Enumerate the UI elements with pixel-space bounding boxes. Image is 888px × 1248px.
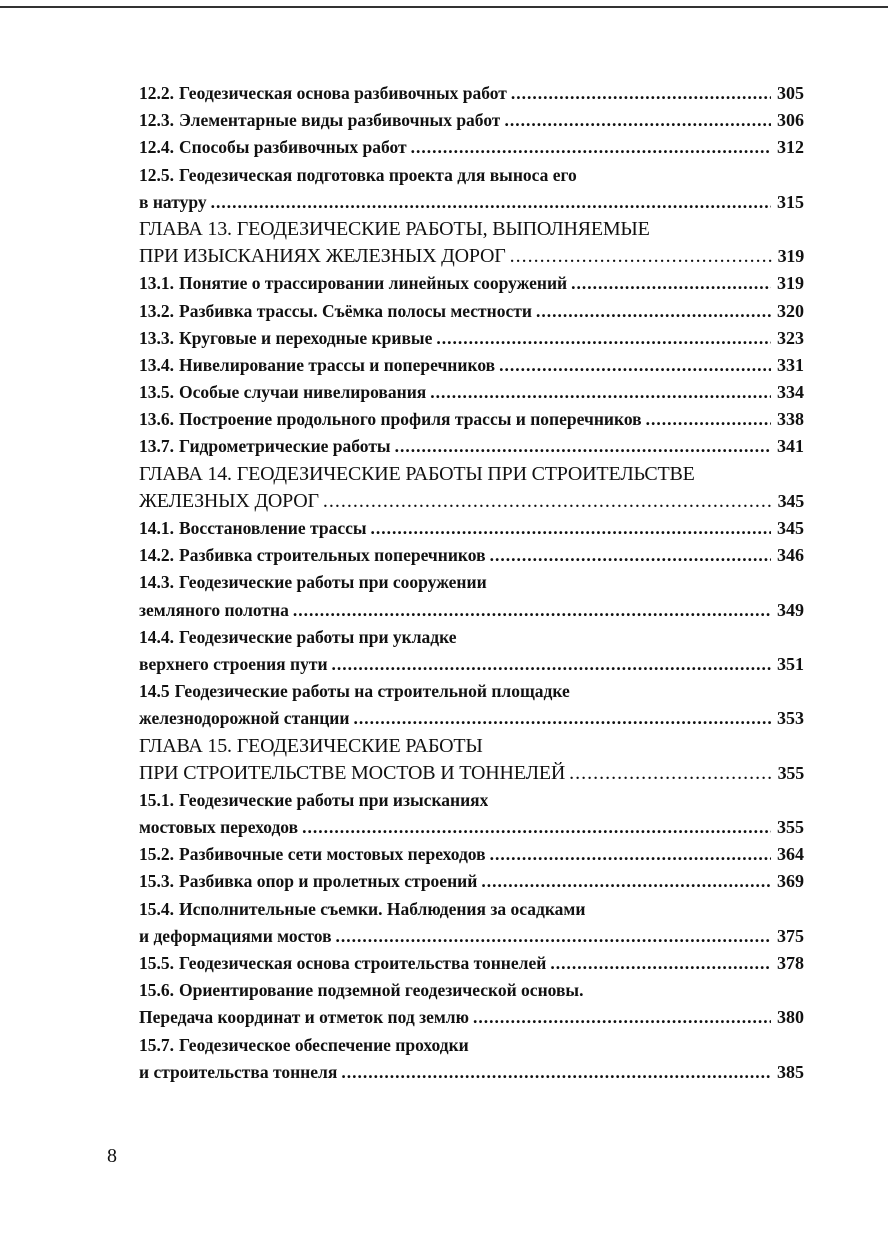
toc-page-number: 385	[777, 1061, 804, 1082]
toc-line	[139, 841, 804, 868]
toc-entry-title: ПРИ ИЗЫСКАНИЯХ ЖЕЛЕЗНЫХ ДОРОГ	[139, 245, 506, 268]
toc-section-entry[interactable]	[139, 80, 804, 107]
dot-leader	[411, 134, 771, 161]
toc-section-entry[interactable]	[139, 298, 804, 325]
toc-page-number: 341	[777, 436, 804, 457]
toc-entry-number: 15.4.	[139, 898, 174, 919]
toc-entry-number: 15.5.	[139, 953, 174, 973]
toc-page-number: 355	[777, 762, 804, 783]
toc-line	[139, 1059, 804, 1086]
toc-line	[139, 134, 804, 161]
toc-section-entry[interactable]	[139, 841, 804, 868]
toc-page-number: 369	[777, 871, 804, 892]
toc-page-number: 319	[777, 273, 804, 294]
toc-page-number: 355	[777, 817, 804, 838]
toc-entry-number: ГЛАВА 13.	[139, 217, 232, 240]
dot-leader	[569, 760, 771, 787]
dot-leader	[430, 379, 771, 406]
toc-entry-title: верхнего строения пути	[139, 653, 328, 674]
toc-entry-title: Исполнительные съемки. Наблюдения за осадками	[179, 898, 586, 919]
toc-line	[139, 189, 804, 216]
dot-leader	[511, 80, 771, 107]
toc-section-entry[interactable]	[139, 787, 804, 841]
dot-leader	[481, 868, 771, 895]
toc-entry-title: Передача координат и отметок под землю	[139, 1007, 469, 1028]
top-rule	[0, 0, 888, 8]
toc-line	[139, 624, 804, 651]
toc-chapter-entry[interactable]	[139, 733, 804, 787]
toc-section-entry[interactable]	[139, 134, 804, 161]
toc-entry-number: 12.3.	[139, 110, 174, 131]
toc-entry-title: Разбивка строительных поперечников	[179, 545, 486, 566]
toc-line	[139, 298, 804, 325]
toc-line	[139, 1032, 804, 1059]
toc-line	[139, 814, 804, 841]
toc-entry-number: 13.5.	[139, 382, 174, 403]
toc-entry-number: ГЛАВА 14.	[139, 462, 232, 485]
toc-section-entry[interactable]	[139, 569, 804, 623]
toc-page-number: 345	[777, 518, 804, 538]
toc-section-entry[interactable]	[139, 896, 804, 950]
toc-entry-number: 15.6.	[139, 980, 174, 1001]
toc-entry-title: земляного полотна	[139, 599, 289, 620]
toc-page-number: 323	[777, 327, 804, 348]
toc-line	[139, 216, 804, 243]
toc-line	[139, 597, 804, 624]
toc-section-entry[interactable]	[139, 379, 804, 406]
toc-section-entry[interactable]	[139, 270, 804, 297]
table-of-contents	[139, 80, 804, 1086]
dot-leader	[510, 243, 772, 270]
toc-page-number: 338	[777, 409, 804, 430]
toc-page-number: 364	[777, 844, 804, 865]
toc-line	[139, 733, 804, 760]
dot-leader	[336, 923, 771, 950]
toc-line	[139, 352, 804, 379]
toc-entry-number: 14.1.	[139, 518, 174, 538]
toc-entry-number: ГЛАВА 15.	[139, 734, 232, 757]
page-number: 8	[107, 1145, 117, 1167]
dot-leader	[473, 1004, 771, 1031]
toc-line	[139, 923, 804, 950]
toc-section-entry[interactable]	[139, 325, 804, 352]
toc-entry-title: железнодорожной станции	[139, 708, 350, 729]
toc-line	[139, 760, 804, 787]
toc-entry-title: Круговые и переходные кривые	[179, 327, 433, 348]
toc-entry-title: Способы разбивочных работ	[179, 137, 407, 158]
toc-line	[139, 461, 804, 488]
dot-leader	[371, 515, 771, 542]
toc-page-number: 319	[777, 246, 804, 267]
toc-page-number: 378	[777, 953, 804, 973]
toc-page-number: 346	[777, 545, 804, 566]
dot-leader	[302, 814, 771, 841]
toc-section-entry[interactable]	[139, 107, 804, 134]
toc-entry-title: в натуру	[139, 191, 207, 212]
dot-leader	[293, 597, 771, 624]
toc-entry-number: 14.4.	[139, 626, 174, 647]
toc-line	[139, 868, 804, 895]
toc-line	[139, 569, 804, 596]
toc-section-entry[interactable]	[139, 352, 804, 379]
dot-leader	[490, 542, 771, 569]
toc-line	[139, 243, 804, 270]
toc-section-entry[interactable]	[139, 542, 804, 569]
dot-leader	[332, 651, 771, 678]
toc-line	[139, 270, 804, 297]
toc-line	[139, 651, 804, 678]
dot-leader	[499, 352, 771, 379]
toc-entry-number: 12.2.	[139, 83, 174, 103]
toc-entry-title: Разбивка опор и пролетных строений	[179, 871, 478, 892]
toc-entry-title: мостовых переходов	[139, 817, 299, 838]
toc-line	[139, 406, 804, 433]
toc-entry-number: 15.1.	[139, 789, 174, 810]
toc-entry-title: Геодезическая основа разбивочных работ	[179, 83, 507, 103]
toc-entry-number: 13.3.	[139, 327, 174, 348]
toc-section-entry[interactable]	[139, 406, 804, 433]
dot-leader	[211, 189, 771, 216]
dot-leader	[550, 950, 771, 977]
toc-entry-number: 13.7.	[139, 436, 174, 457]
toc-section-entry[interactable]	[139, 868, 804, 895]
toc-chapter-entry[interactable]	[139, 461, 804, 515]
toc-entry-title: Особые случаи нивелирования	[179, 382, 427, 403]
toc-line	[139, 379, 804, 406]
toc-entry-title: Геодезическая подготовка проекта для выноса его	[179, 164, 577, 185]
toc-entry-title: Гидрометрические работы	[179, 436, 391, 457]
toc-page-number: 312	[777, 137, 804, 158]
toc-entry-title: Ориентирование подземной геодезической основы.	[179, 980, 584, 1001]
toc-entry-number: 14.3.	[139, 572, 174, 593]
toc-entry-title: Элементарные виды разбивочных работ	[179, 110, 501, 131]
toc-page-number: 349	[777, 599, 804, 620]
toc-entry-title: Разбивка трассы. Съёмка полосы местности	[179, 300, 532, 321]
toc-page-number: 345	[777, 490, 804, 511]
toc-line	[139, 1004, 804, 1031]
toc-entry-title: ПРИ СТРОИТЕЛЬСТВЕ МОСТОВ И ТОННЕЛЕЙ	[139, 761, 566, 784]
dot-leader	[341, 1059, 771, 1086]
toc-section-entry[interactable]	[139, 624, 804, 678]
toc-entry-title: Восстановление трассы	[179, 518, 367, 538]
toc-page-number: 334	[777, 382, 804, 403]
toc-entry-number: 15.2.	[139, 844, 174, 865]
toc-entry-title: Геодезические работы при сооружении	[179, 572, 487, 593]
toc-entry-title: ГЕОДЕЗИЧЕСКИЕ РАБОТЫ	[236, 734, 483, 757]
toc-entry-number: 15.7.	[139, 1034, 174, 1055]
toc-entry-title: Геодезические работы при укладке	[179, 626, 457, 647]
toc-page-number: 353	[777, 708, 804, 729]
toc-entry-title: Геодезическое обеспечение проходки	[179, 1034, 469, 1055]
dot-leader	[395, 433, 771, 460]
toc-line	[139, 325, 804, 352]
dot-leader	[353, 705, 771, 732]
toc-entry-number: 13.1.	[139, 273, 174, 294]
toc-page-number: 305	[777, 83, 804, 103]
toc-line	[139, 80, 804, 107]
toc-entry-title: Геодезические работы при изысканиях	[179, 789, 489, 810]
toc-entry-title: и строительства тоннеля	[139, 1061, 338, 1082]
dot-leader	[536, 298, 771, 325]
toc-page-number: 320	[777, 300, 804, 321]
dot-leader	[646, 406, 771, 433]
dot-leader	[323, 488, 772, 515]
dot-leader	[504, 107, 771, 134]
toc-entry-number: 12.4.	[139, 137, 174, 158]
toc-entry-number: 12.5.	[139, 164, 174, 185]
toc-section-entry[interactable]	[139, 162, 804, 216]
dot-leader	[571, 270, 771, 297]
toc-entry-title: ЖЕЛЕЗНЫХ ДОРОГ	[139, 489, 319, 512]
toc-line	[139, 678, 804, 705]
toc-section-entry[interactable]	[139, 1032, 804, 1086]
toc-page-number: 331	[777, 354, 804, 375]
toc-entry-number: 13.4.	[139, 354, 174, 375]
toc-line	[139, 787, 804, 814]
toc-page-number: 351	[777, 653, 804, 674]
toc-line	[139, 896, 804, 923]
toc-page-number: 380	[777, 1007, 804, 1028]
toc-line	[139, 162, 804, 189]
toc-section-entry[interactable]	[139, 977, 804, 1031]
toc-entry-title: ГЕОДЕЗИЧЕСКИЕ РАБОТЫ, ВЫПОЛНЯЕМЫЕ	[236, 217, 650, 240]
toc-entry-title: Геодезическая основа строительства тоннелей	[179, 953, 547, 973]
toc-entry-title: ГЕОДЕЗИЧЕСКИЕ РАБОТЫ ПРИ СТРОИТЕЛЬСТВЕ	[236, 462, 695, 485]
toc-line	[139, 950, 804, 977]
toc-page-number: 375	[777, 925, 804, 946]
toc-entry-number: 14.2.	[139, 545, 174, 566]
toc-line	[139, 515, 804, 542]
toc-section-entry[interactable]	[139, 678, 804, 732]
dot-leader	[490, 841, 771, 868]
toc-entry-number: 15.3.	[139, 871, 174, 892]
dot-leader	[436, 325, 771, 352]
toc-line	[139, 488, 804, 515]
toc-entry-title: и деформациями мостов	[139, 925, 332, 946]
toc-entry-title: Построение продольного профиля трассы и поперечников	[179, 409, 642, 430]
toc-entry-title: Геодезические работы на строительной площадке	[174, 681, 570, 702]
toc-page-number: 315	[777, 191, 804, 212]
toc-line	[139, 705, 804, 732]
toc-entry-title: Понятие о трассировании линейных сооружений	[179, 273, 568, 294]
toc-entry-title: Нивелирование трассы и поперечников	[179, 354, 496, 375]
toc-section-entry[interactable]	[139, 950, 804, 977]
toc-line	[139, 542, 804, 569]
toc-entry-number: 13.6.	[139, 409, 174, 430]
toc-section-entry[interactable]	[139, 433, 804, 460]
toc-line	[139, 433, 804, 460]
toc-line	[139, 977, 804, 1004]
toc-chapter-entry[interactable]	[139, 216, 804, 270]
toc-line	[139, 107, 804, 134]
toc-entry-number: 13.2.	[139, 300, 174, 321]
toc-page-number: 306	[777, 110, 804, 131]
toc-section-entry[interactable]	[139, 515, 804, 542]
toc-entry-title: Разбивочные сети мостовых переходов	[179, 844, 486, 865]
toc-entry-number: 14.5	[139, 681, 170, 702]
